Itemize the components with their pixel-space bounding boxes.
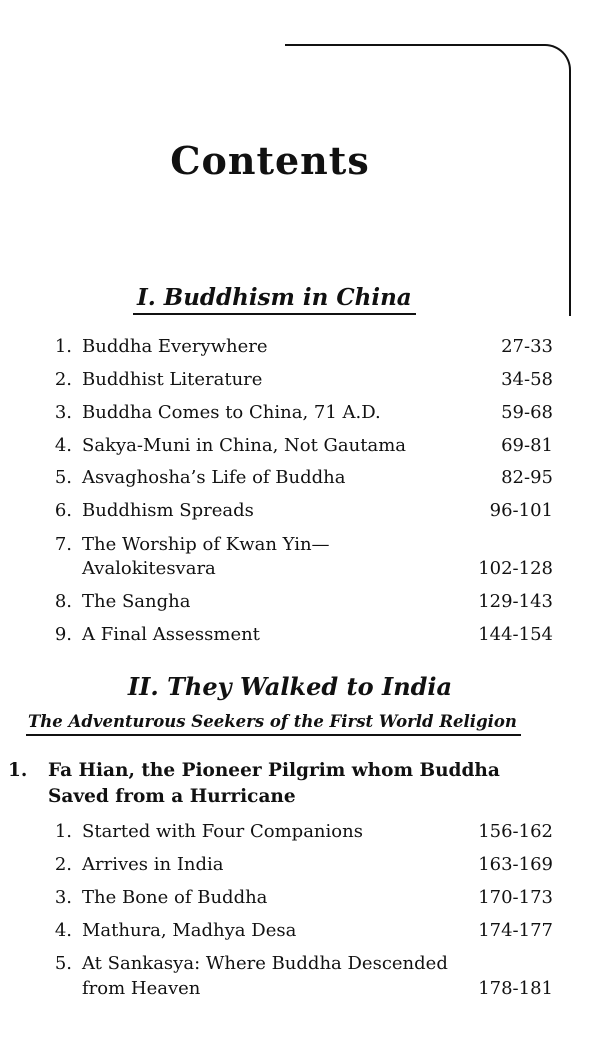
page-title: Contents xyxy=(170,138,370,183)
part2-heading: II. They Walked to India xyxy=(127,672,453,701)
toc-entry-pages: 69-81 xyxy=(501,435,553,456)
toc-entry-title: Arrives in India xyxy=(82,854,224,875)
toc-entry-number: 1. xyxy=(54,336,72,357)
toc-entry-title: Sakya-Muni in China, Not Gautama xyxy=(82,435,407,456)
toc-entry-number: 1. xyxy=(54,821,72,842)
toc-entry-number: 4. xyxy=(54,920,72,941)
toc-entry-number: 2. xyxy=(54,854,72,875)
toc-entry-number: 4. xyxy=(54,435,72,456)
toc-entry-number: 3. xyxy=(54,402,72,423)
toc-entry-number: 2. xyxy=(54,369,72,390)
toc-entry xyxy=(0,952,560,1002)
toc-entry-pages: 144-154 xyxy=(478,624,553,645)
chapter-number: 1. xyxy=(8,760,28,781)
toc-entry-pages: 59-68 xyxy=(501,402,553,423)
part2-subheading: The Adventurous Seekers of the First World Religion xyxy=(26,712,521,736)
toc-entry-number: 7. xyxy=(54,534,72,555)
toc-entry-title-continued: Avalokitesvara xyxy=(82,558,216,579)
toc-entry-title: Asvaghosha’s Life of Buddha xyxy=(82,467,346,488)
toc-entry-title: The Bone of Buddha xyxy=(82,887,268,908)
toc-entry-pages: 178-181 xyxy=(478,978,553,999)
toc-entry-pages: 102-128 xyxy=(478,558,553,579)
toc-entry-number: 8. xyxy=(54,591,72,612)
toc-entry-title: Buddha Everywhere xyxy=(82,336,268,357)
part1-heading: I. Buddhism in China xyxy=(133,284,416,315)
toc-entry-title: At Sankasya: Where Buddha Descended xyxy=(82,953,448,974)
toc-entry-pages: 163-169 xyxy=(478,854,553,875)
toc-entry-title: Buddha Comes to China, 71 A.D. xyxy=(82,402,381,423)
toc-entry-number: 5. xyxy=(54,467,72,488)
toc-entry-number: 6. xyxy=(54,500,72,521)
toc-entry-number: 3. xyxy=(54,887,72,908)
toc-entry-title: The Sangha xyxy=(82,591,191,612)
toc-entry-title: Mathura, Madhya Desa xyxy=(82,920,297,941)
toc-entry-title: Buddhism Spreads xyxy=(82,500,254,521)
toc-entry-pages: 96-101 xyxy=(489,500,553,521)
toc-entry-title: The Worship of Kwan Yin— xyxy=(82,534,330,555)
toc-entry-title: A Final Assessment xyxy=(82,624,260,645)
toc-entry-title: Buddhist Literature xyxy=(82,369,263,390)
chapter-title-continued: Saved from a Hurricane xyxy=(48,786,296,807)
toc-entry-pages: 27-33 xyxy=(501,336,553,357)
toc-entry-title: Started with Four Companions xyxy=(82,821,363,842)
chapter-title: Fa Hian, the Pioneer Pilgrim whom Buddha xyxy=(48,760,500,781)
toc-entry-pages: 156-162 xyxy=(478,821,553,842)
toc-entry-pages: 129-143 xyxy=(478,591,553,612)
toc-entry-number: 5. xyxy=(54,953,72,974)
toc-entry-title-continued: from Heaven xyxy=(82,978,201,999)
toc-entry xyxy=(0,533,560,583)
toc-entry-pages: 82-95 xyxy=(501,467,553,488)
toc-entry-number: 9. xyxy=(54,624,72,645)
toc-entry-pages: 170-173 xyxy=(478,887,553,908)
toc-entry-pages: 34-58 xyxy=(501,369,553,390)
toc-entry-pages: 174-177 xyxy=(478,920,553,941)
